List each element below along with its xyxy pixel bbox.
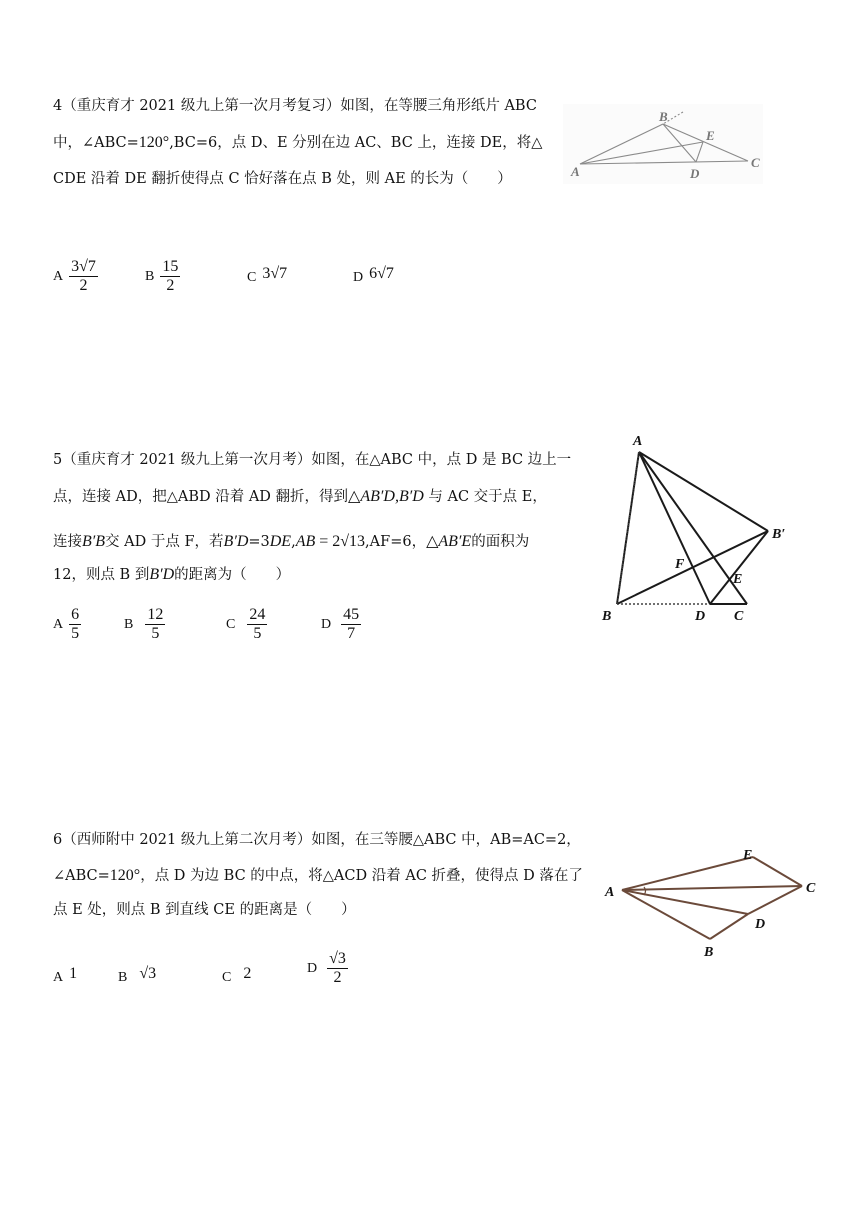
q5-text-line-3: 连接B′B交 AD 于点 F，若B′D=3DE,AB = 2√13,AF=6，△AB′E的面积为 (53, 533, 530, 550)
q6-option-c[interactable]: C 2 (222, 965, 252, 985)
q6-text-line-1: 6（西师附中 2021 级九上第二次月考）如图，在三等腰△ABC 中，AB=AC=2， (53, 832, 581, 848)
q5-label-E: E (733, 572, 743, 587)
q4-text-line-2: 中，∠ABC=120°,BC=6，点 D、E 分别在边 AC、BC 上，连接 DE，将△ (53, 134, 543, 151)
q5-option-a[interactable]: A $\frac{6}{5}$ (53, 606, 80, 642)
q6-label-A: A (605, 885, 615, 900)
q4-text-line-3: CDE 沿着 DE 翻折使得点 C 恰好落在点 B 处，则 AE 的长为（ ） (53, 171, 512, 187)
q6-option-b[interactable]: B √3 (118, 965, 157, 985)
q6-figure (598, 840, 828, 965)
q6-angle-value: 120° (109, 867, 141, 884)
q4-option-a[interactable]: A $\frac{3√7}{2}$ (53, 258, 96, 294)
q5-text-line-1: 5（重庆育才 2021 级九上第一次月考）如图，在△ABC 中，点 D 是 BC 边上一 (53, 452, 572, 468)
q6-option-a[interactable]: A 1 (53, 965, 78, 985)
q5-label-B: B (602, 609, 612, 624)
q6-label-D: D (755, 917, 766, 932)
q5-option-c[interactable]: C $\frac{24}{5}$ (226, 606, 266, 642)
q5-text-line-2: 点，连接 AD，把△ABD 沿着 AD 翻折，得到△AB′D,B′D 与 AC 交于点 E， (53, 488, 547, 505)
q4-label-A: A (571, 164, 580, 179)
q4-option-d[interactable]: D 6√7 (353, 265, 394, 285)
q6-label-E: E (743, 848, 753, 863)
q6-option-d[interactable]: D $\frac{√3}{2}$ (307, 950, 346, 986)
q4-text-line-1: 4（重庆育才 2021 级九上第一次月考复习）如图，在等腰三角形纸片 ABC (53, 98, 537, 114)
q5-label-F: F (675, 557, 685, 572)
q5-option-b[interactable]: B $\frac{12}{5}$ (124, 606, 164, 642)
q5-label-C: C (734, 609, 744, 624)
q4-option-b[interactable]: B $\frac{15}{2}$ (145, 258, 179, 294)
q6-label-B: B (704, 945, 714, 960)
q5-text-line-4: 12，则点 B 到B′D的距离为（ ） (53, 566, 291, 583)
q4-label-D: D (690, 166, 700, 181)
q4-figure (563, 104, 763, 184)
q5-label-A: A (633, 434, 643, 449)
q4-label-C: C (751, 155, 760, 170)
q4-angle-value: 120° (138, 134, 170, 151)
q4-option-c[interactable]: C 3√7 (247, 265, 288, 285)
q5-label-D: D (695, 609, 706, 624)
q6-label-C: C (806, 881, 816, 896)
q4-label-B: B (659, 109, 668, 124)
q6-text-line-3: 点 E 处，则点 B 到直线 CE 的距离是（ ） (53, 902, 356, 918)
q6-text-line-2: ∠ABC=120°，点 D 为边 BC 的中点，将△ACD 沿着 AC 折叠，使得点 D 落在了 (53, 867, 583, 884)
q4-label-E: E (706, 128, 715, 143)
q5-label-Bp: B′ (772, 527, 786, 542)
q5-figure (596, 428, 806, 628)
q5-option-d[interactable]: D $\frac{45}{7}$ (321, 606, 360, 642)
